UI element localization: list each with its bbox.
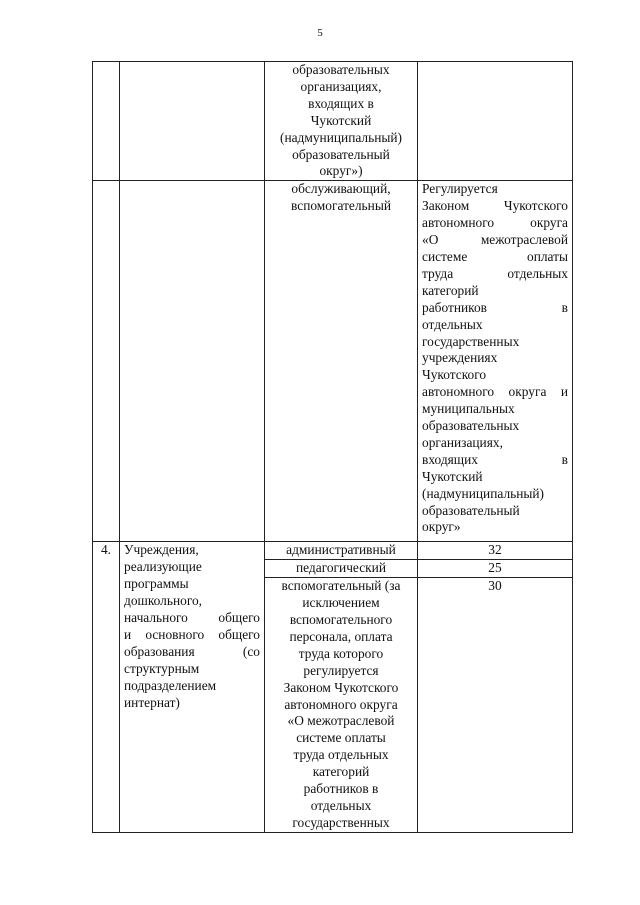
name-cell	[120, 542, 265, 832]
text-line: труда отдельных	[293, 747, 389, 763]
text-line: учреждениях	[422, 350, 498, 366]
text-line: регулируется	[303, 662, 379, 678]
category-line: образовательных	[292, 62, 390, 77]
category-line: вспомогательный	[291, 198, 391, 214]
text-line: автономного округа	[422, 215, 568, 231]
text-line: интернат)	[124, 694, 180, 710]
text-line: вспомогательный (за	[281, 578, 401, 594]
category-cell	[265, 62, 418, 181]
text-line: программы	[124, 576, 189, 592]
text-line: государственных	[422, 333, 520, 349]
value-cell: 25	[418, 560, 573, 578]
value-cell: 30	[418, 578, 573, 833]
category-line: входящих в	[308, 95, 374, 111]
text-line: подразделением	[124, 677, 217, 693]
value-cell	[418, 62, 573, 181]
text-line: системе оплаты	[296, 730, 386, 746]
text-line: начального общего	[124, 609, 260, 625]
text-line: «О межотраслевой	[422, 232, 568, 248]
category-cell: административный	[265, 542, 418, 560]
text-line: работников в	[422, 299, 568, 315]
text-line: труда которого	[298, 645, 384, 661]
number-cell	[93, 62, 120, 181]
text-line: входящих в	[422, 451, 568, 467]
text-line: вспомогательного	[289, 611, 393, 627]
text-line: реализующие	[124, 559, 202, 575]
text-line: автономного округа	[284, 696, 398, 712]
text-line: Законом Чукотского	[283, 679, 399, 695]
table-row	[93, 181, 573, 542]
number-cell: 4.	[93, 542, 120, 832]
text-line: (надмуниципальный)	[422, 485, 545, 501]
value-cell	[418, 181, 573, 542]
category-cell	[265, 181, 418, 542]
text-line: Законом Чукотского	[422, 198, 568, 214]
text-line: образовательных	[422, 418, 520, 434]
text-line: труда отдельных	[422, 265, 568, 281]
text-line: округ»	[422, 519, 461, 535]
text-line: Регулируется	[422, 181, 498, 197]
number-cell	[93, 181, 120, 542]
category-line: образовательный	[292, 146, 390, 162]
text-line: системе оплаты	[422, 248, 568, 264]
text-line: персонала, оплата	[289, 628, 393, 644]
text-line: государственных	[292, 814, 390, 830]
category-line: обслуживающий,	[291, 181, 391, 197]
name-cell	[120, 62, 265, 181]
text-line: и основного общего	[124, 626, 260, 642]
category-cell	[265, 578, 418, 833]
table-row	[93, 62, 573, 181]
text-line: дошкольного,	[124, 593, 203, 609]
text-line: отдельных	[310, 797, 372, 813]
category-line: округ»)	[319, 163, 363, 179]
text-line: автономного округа и	[422, 384, 568, 400]
text-line: образования (со	[124, 643, 260, 659]
staff-category-table	[92, 61, 573, 833]
text-line: категорий	[312, 764, 370, 780]
text-line: муниципальных	[422, 401, 515, 417]
text-line: образовательный	[422, 502, 520, 518]
text-line: структурным	[124, 660, 200, 676]
text-line: Чукотского	[422, 367, 487, 383]
text-line: категорий	[422, 282, 479, 298]
text-line: организациях,	[422, 434, 503, 450]
text-line: «О межотраслевой	[287, 713, 395, 729]
text-line: работников в	[303, 781, 379, 797]
category-line: Чукотский	[310, 112, 372, 128]
text-line: Чукотский	[422, 468, 483, 484]
value-cell: 32	[418, 542, 573, 560]
name-cell	[120, 181, 265, 542]
text-line: исключением	[302, 595, 380, 611]
text-line: отдельных	[422, 316, 483, 332]
text-line: Учреждения,	[124, 542, 199, 558]
table-row	[93, 542, 573, 560]
page-number: 5	[317, 27, 323, 39]
category-cell: педагогический	[265, 560, 418, 578]
category-line: организациях,	[300, 78, 382, 94]
category-line: (надмуниципальный)	[279, 129, 403, 145]
